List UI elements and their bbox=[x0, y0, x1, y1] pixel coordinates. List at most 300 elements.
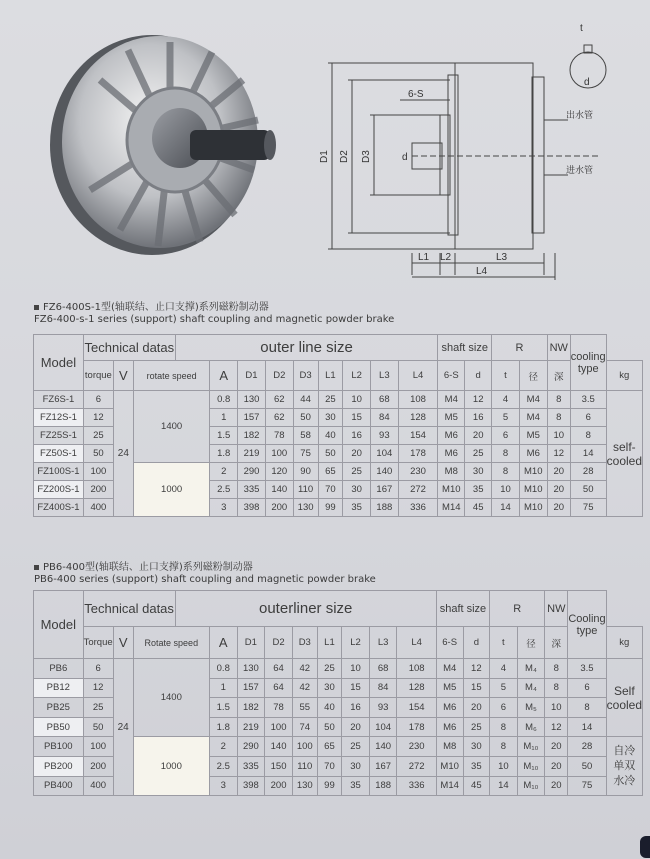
l1-cell: 70 bbox=[317, 756, 342, 776]
label-d-top: d bbox=[584, 77, 590, 88]
l4-cell: 230 bbox=[398, 463, 438, 481]
h-col: 径 bbox=[517, 627, 545, 659]
h-col: L3 bbox=[370, 361, 398, 391]
d3-cell: 42 bbox=[292, 659, 317, 679]
h-speed: rotate speed bbox=[133, 361, 210, 391]
l4-cell: 128 bbox=[398, 409, 438, 427]
l2-cell: 25 bbox=[343, 463, 371, 481]
torque-cell: 100 bbox=[83, 737, 113, 757]
label-d2: D2 bbox=[339, 150, 350, 163]
kg-cell: 50 bbox=[570, 481, 606, 499]
s-cell: M5 bbox=[436, 678, 463, 698]
speed-cell: 1400 bbox=[133, 391, 210, 463]
h-col: L3 bbox=[369, 627, 397, 659]
h-col: D1 bbox=[238, 361, 266, 391]
d3-cell: 110 bbox=[293, 481, 318, 499]
l4-cell: 336 bbox=[398, 499, 438, 517]
label-t: t bbox=[580, 23, 583, 34]
l2-cell: 35 bbox=[343, 499, 371, 517]
model-cell: PB6 bbox=[34, 659, 84, 679]
r2-cell: 20 bbox=[547, 499, 570, 517]
l1-cell: 99 bbox=[318, 499, 343, 517]
cooling-cell: Self cooled bbox=[606, 659, 642, 737]
h-col: 6-S bbox=[436, 627, 463, 659]
t-cell: 10 bbox=[492, 481, 520, 499]
h-a: A bbox=[210, 361, 238, 391]
table2-title bbox=[34, 562, 376, 586]
current-cell: 1.5 bbox=[210, 427, 238, 445]
h-cooling: cooling type bbox=[570, 335, 606, 391]
h-col: 6-S bbox=[438, 361, 465, 391]
current-cell: 2.5 bbox=[209, 756, 237, 776]
r2-cell: 8 bbox=[547, 409, 570, 427]
r2-cell: 12 bbox=[547, 445, 570, 463]
l3-cell: 140 bbox=[369, 737, 397, 757]
h-tech: Technical datas bbox=[83, 335, 175, 361]
current-cell: 1.8 bbox=[209, 717, 237, 737]
d2-cell: 64 bbox=[265, 659, 293, 679]
r2-cell: 20 bbox=[545, 776, 568, 796]
current-cell: 3 bbox=[210, 499, 238, 517]
model-cell: PB50 bbox=[34, 717, 84, 737]
d3-cell: 42 bbox=[292, 678, 317, 698]
h-col: D1 bbox=[237, 627, 265, 659]
l2-cell: 16 bbox=[343, 427, 371, 445]
h-torque: Torque bbox=[83, 627, 113, 659]
d-cell: 25 bbox=[465, 445, 492, 463]
l2-cell: 10 bbox=[342, 659, 370, 679]
d-cell: 12 bbox=[465, 391, 492, 409]
h-col: kg bbox=[606, 627, 642, 659]
h-outer: outerliner size bbox=[175, 591, 436, 627]
l2-cell: 15 bbox=[343, 409, 371, 427]
model-cell: FZ50S-1 bbox=[34, 445, 84, 463]
label-outlet: 出水管 bbox=[566, 110, 594, 120]
s-cell: M10 bbox=[438, 481, 465, 499]
l4-cell: 178 bbox=[397, 717, 436, 737]
torque-cell: 12 bbox=[83, 409, 113, 427]
model-cell: FZ12S-1 bbox=[34, 409, 84, 427]
t-cell: 6 bbox=[490, 698, 518, 718]
l2-cell: 35 bbox=[342, 776, 370, 796]
h-r: R bbox=[490, 591, 545, 627]
d1-cell: 335 bbox=[238, 481, 266, 499]
l1-cell: 99 bbox=[317, 776, 342, 796]
d2-cell: 200 bbox=[265, 499, 293, 517]
h-cooling: Cooling type bbox=[568, 591, 606, 659]
kg-cell: 28 bbox=[570, 463, 606, 481]
current-cell: 2.5 bbox=[210, 481, 238, 499]
speed-cell: 1000 bbox=[133, 737, 209, 796]
l1-cell: 70 bbox=[318, 481, 343, 499]
r1-cell: M10 bbox=[519, 499, 547, 517]
kg-cell: 50 bbox=[568, 756, 606, 776]
t-cell: 14 bbox=[490, 776, 518, 796]
r1-cell: M₁₀ bbox=[517, 737, 545, 757]
h-col: d bbox=[463, 627, 490, 659]
d-cell: 12 bbox=[463, 659, 490, 679]
l1-cell: 50 bbox=[317, 717, 342, 737]
d3-cell: 100 bbox=[292, 737, 317, 757]
d-cell: 20 bbox=[463, 698, 490, 718]
l2-cell: 20 bbox=[343, 445, 371, 463]
h-shaft: shaft size bbox=[438, 335, 492, 361]
torque-cell: 25 bbox=[83, 698, 113, 718]
d2-cell: 62 bbox=[265, 409, 293, 427]
h-col: 深 bbox=[547, 361, 570, 391]
l4-cell: 272 bbox=[398, 481, 438, 499]
current-cell: 1.8 bbox=[210, 445, 238, 463]
kg-cell: 3.5 bbox=[570, 391, 606, 409]
r2-cell: 20 bbox=[547, 481, 570, 499]
torque-cell: 6 bbox=[83, 391, 113, 409]
table-row bbox=[34, 391, 643, 409]
d2-cell: 200 bbox=[265, 776, 293, 796]
table-row bbox=[34, 659, 643, 679]
d-cell: 45 bbox=[465, 499, 492, 517]
t-cell: 8 bbox=[492, 463, 520, 481]
d-cell: 45 bbox=[463, 776, 490, 796]
r2-cell: 10 bbox=[547, 427, 570, 445]
l2-cell: 16 bbox=[342, 698, 370, 718]
r1-cell: M5 bbox=[519, 427, 547, 445]
d1-cell: 335 bbox=[237, 756, 265, 776]
kg-cell: 28 bbox=[568, 737, 606, 757]
s-cell: M8 bbox=[436, 737, 463, 757]
l1-cell: 65 bbox=[317, 737, 342, 757]
l2-cell: 10 bbox=[343, 391, 371, 409]
l3-cell: 167 bbox=[369, 756, 397, 776]
l3-cell: 167 bbox=[370, 481, 398, 499]
r1-cell: M₁₀ bbox=[517, 776, 545, 796]
s-cell: M6 bbox=[438, 445, 465, 463]
r2-cell: 10 bbox=[545, 698, 568, 718]
h-col: D3 bbox=[293, 361, 318, 391]
model-cell: FZ400S-1 bbox=[34, 499, 84, 517]
l2-cell: 25 bbox=[342, 737, 370, 757]
l1-cell: 65 bbox=[318, 463, 343, 481]
torque-cell: 100 bbox=[83, 463, 113, 481]
h-col: D3 bbox=[292, 627, 317, 659]
d-cell: 15 bbox=[463, 678, 490, 698]
s-cell: M8 bbox=[438, 463, 465, 481]
model-cell: FZ100S-1 bbox=[34, 463, 84, 481]
s-cell: M14 bbox=[436, 776, 463, 796]
current-cell: 1 bbox=[209, 678, 237, 698]
pb-spec-table bbox=[33, 590, 643, 796]
l2-cell: 20 bbox=[342, 717, 370, 737]
l4-cell: 178 bbox=[398, 445, 438, 463]
table1-title-en: FZ6-400-s-1 series (support) shaft coupling and magnetic powder brake bbox=[34, 314, 395, 325]
h-v: V bbox=[113, 361, 133, 391]
h-shaft: shaft size bbox=[436, 591, 489, 627]
t-cell: 8 bbox=[492, 445, 520, 463]
d-cell: 30 bbox=[465, 463, 492, 481]
d2-cell: 62 bbox=[265, 391, 293, 409]
t-cell: 5 bbox=[490, 678, 518, 698]
speed-cell: 1400 bbox=[133, 659, 209, 737]
kg-cell: 75 bbox=[568, 776, 606, 796]
model-cell: PB25 bbox=[34, 698, 84, 718]
cooling-cell: self-cooled bbox=[606, 391, 642, 517]
model-cell: FZ6S-1 bbox=[34, 391, 84, 409]
r2-cell: 20 bbox=[545, 756, 568, 776]
d-cell: 20 bbox=[465, 427, 492, 445]
d2-cell: 64 bbox=[265, 678, 293, 698]
l1-cell: 40 bbox=[317, 698, 342, 718]
l3-cell: 188 bbox=[370, 499, 398, 517]
d2-cell: 78 bbox=[265, 698, 293, 718]
d3-cell: 74 bbox=[292, 717, 317, 737]
table1-title-cn: FZ6-400S-1型(轴联结、止口支撑)系列磁粉制动器 bbox=[34, 302, 394, 314]
l4-cell: 154 bbox=[398, 427, 438, 445]
l4-cell: 108 bbox=[398, 391, 438, 409]
h-col: kg bbox=[606, 361, 642, 391]
l3-cell: 104 bbox=[369, 717, 397, 737]
fz-spec-table bbox=[33, 334, 643, 517]
kg-cell: 14 bbox=[570, 445, 606, 463]
current-cell: 0.8 bbox=[209, 659, 237, 679]
h-torque: torque bbox=[83, 361, 113, 391]
d-cell: 30 bbox=[463, 737, 490, 757]
r1-cell: M₄ bbox=[517, 678, 545, 698]
d1-cell: 219 bbox=[238, 445, 266, 463]
r2-cell: 12 bbox=[545, 717, 568, 737]
r1-cell: M4 bbox=[519, 409, 547, 427]
torque-cell: 200 bbox=[83, 481, 113, 499]
kg-cell: 8 bbox=[570, 427, 606, 445]
h-col: L1 bbox=[317, 627, 342, 659]
r1-cell: M₄ bbox=[517, 659, 545, 679]
l1-cell: 30 bbox=[318, 409, 343, 427]
d2-cell: 150 bbox=[265, 756, 293, 776]
r1-cell: M₁₀ bbox=[517, 756, 545, 776]
model-cell: PB100 bbox=[34, 737, 84, 757]
label-6s: 6-S bbox=[408, 89, 424, 100]
t-cell: 5 bbox=[492, 409, 520, 427]
label-inlet: 进水管 bbox=[566, 165, 594, 175]
r2-cell: 20 bbox=[545, 737, 568, 757]
torque-cell: 200 bbox=[83, 756, 113, 776]
h-r: R bbox=[492, 335, 548, 361]
label-d-shaft: d bbox=[402, 152, 408, 163]
current-cell: 2 bbox=[209, 737, 237, 757]
l2-cell: 30 bbox=[343, 481, 371, 499]
l4-cell: 154 bbox=[397, 698, 436, 718]
d2-cell: 78 bbox=[265, 427, 293, 445]
h-a: A bbox=[209, 627, 237, 659]
r2-cell: 8 bbox=[547, 391, 570, 409]
l2-cell: 30 bbox=[342, 756, 370, 776]
brake-photo bbox=[40, 20, 310, 260]
d1-cell: 290 bbox=[237, 737, 265, 757]
kg-cell: 6 bbox=[570, 409, 606, 427]
d3-cell: 110 bbox=[292, 756, 317, 776]
l4-cell: 230 bbox=[397, 737, 436, 757]
d3-cell: 44 bbox=[293, 391, 318, 409]
l3-cell: 188 bbox=[369, 776, 397, 796]
model-cell: PB400 bbox=[34, 776, 84, 796]
current-cell: 0.8 bbox=[210, 391, 238, 409]
r1-cell: M4 bbox=[519, 391, 547, 409]
model-cell: FZ200S-1 bbox=[34, 481, 84, 499]
h-v: V bbox=[113, 627, 133, 659]
s-cell: M5 bbox=[438, 409, 465, 427]
d1-cell: 157 bbox=[237, 678, 265, 698]
l4-cell: 128 bbox=[397, 678, 436, 698]
h-outer: outer line size bbox=[175, 335, 437, 361]
current-cell: 2 bbox=[210, 463, 238, 481]
label-l3: L3 bbox=[496, 252, 508, 263]
t-cell: 8 bbox=[490, 737, 518, 757]
model-cell: PB200 bbox=[34, 756, 84, 776]
d1-cell: 130 bbox=[237, 659, 265, 679]
s-cell: M6 bbox=[436, 698, 463, 718]
l3-cell: 68 bbox=[370, 391, 398, 409]
d1-cell: 398 bbox=[238, 499, 266, 517]
model-cell: FZ25S-1 bbox=[34, 427, 84, 445]
h-col: D2 bbox=[265, 627, 293, 659]
d-cell: 25 bbox=[463, 717, 490, 737]
s-cell: M10 bbox=[436, 756, 463, 776]
current-cell: 1.5 bbox=[209, 698, 237, 718]
d2-cell: 140 bbox=[265, 481, 293, 499]
r2-cell: 8 bbox=[545, 659, 568, 679]
h-model: Model bbox=[34, 335, 84, 391]
d3-cell: 130 bbox=[292, 776, 317, 796]
label-d1: D1 bbox=[319, 150, 330, 163]
d3-cell: 130 bbox=[293, 499, 318, 517]
kg-cell: 6 bbox=[568, 678, 606, 698]
cooling-cell: 自冷 单双 水冷 bbox=[606, 737, 642, 796]
dimension-drawing bbox=[300, 15, 630, 290]
r2-cell: 8 bbox=[545, 678, 568, 698]
torque-cell: 400 bbox=[83, 776, 113, 796]
l1-cell: 40 bbox=[318, 427, 343, 445]
r2-cell: 20 bbox=[547, 463, 570, 481]
h-col: t bbox=[490, 627, 518, 659]
l3-cell: 93 bbox=[369, 698, 397, 718]
torque-cell: 400 bbox=[83, 499, 113, 517]
label-l2: L2 bbox=[440, 252, 452, 263]
d2-cell: 100 bbox=[265, 717, 293, 737]
d3-cell: 75 bbox=[293, 445, 318, 463]
s-cell: M6 bbox=[436, 717, 463, 737]
t-cell: 14 bbox=[492, 499, 520, 517]
label-d3: D3 bbox=[361, 150, 372, 163]
l3-cell: 140 bbox=[370, 463, 398, 481]
d1-cell: 182 bbox=[237, 698, 265, 718]
l4-cell: 272 bbox=[397, 756, 436, 776]
l4-cell: 336 bbox=[397, 776, 436, 796]
t-cell: 8 bbox=[490, 717, 518, 737]
h-col: L2 bbox=[342, 627, 370, 659]
t-cell: 4 bbox=[492, 391, 520, 409]
model-cell: PB12 bbox=[34, 678, 84, 698]
table1-title bbox=[34, 302, 394, 326]
h-col: 径 bbox=[519, 361, 547, 391]
h-col: t bbox=[492, 361, 520, 391]
h-col: L4 bbox=[398, 361, 438, 391]
label-l1: L1 bbox=[418, 252, 430, 263]
d3-cell: 50 bbox=[293, 409, 318, 427]
d1-cell: 398 bbox=[237, 776, 265, 796]
l3-cell: 93 bbox=[370, 427, 398, 445]
h-model: Model bbox=[34, 591, 84, 659]
d1-cell: 130 bbox=[238, 391, 266, 409]
torque-cell: 12 bbox=[83, 678, 113, 698]
s-cell: M4 bbox=[436, 659, 463, 679]
d1-cell: 157 bbox=[238, 409, 266, 427]
h-col: d bbox=[465, 361, 492, 391]
l3-cell: 84 bbox=[370, 409, 398, 427]
voltage-cell: 24 bbox=[113, 391, 133, 517]
l4-cell: 108 bbox=[397, 659, 436, 679]
t-cell: 10 bbox=[490, 756, 518, 776]
torque-cell: 50 bbox=[83, 445, 113, 463]
kg-cell: 3.5 bbox=[568, 659, 606, 679]
table2-title-cn: PB6-400型(轴联结、止口支撑)系列磁粉制动器 bbox=[34, 562, 376, 574]
l3-cell: 68 bbox=[369, 659, 397, 679]
l1-cell: 50 bbox=[318, 445, 343, 463]
h-tech: Technical datas bbox=[83, 591, 175, 627]
current-cell: 1 bbox=[210, 409, 238, 427]
l1-cell: 25 bbox=[317, 659, 342, 679]
s-cell: M14 bbox=[438, 499, 465, 517]
h-col: L4 bbox=[397, 627, 436, 659]
h-nw: NW bbox=[547, 335, 570, 361]
t-cell: 6 bbox=[492, 427, 520, 445]
t-cell: 4 bbox=[490, 659, 518, 679]
d1-cell: 219 bbox=[237, 717, 265, 737]
label-l4: L4 bbox=[476, 266, 488, 277]
d3-cell: 58 bbox=[293, 427, 318, 445]
kg-cell: 14 bbox=[568, 717, 606, 737]
kg-cell: 8 bbox=[568, 698, 606, 718]
h-col: L2 bbox=[343, 361, 371, 391]
kg-cell: 75 bbox=[570, 499, 606, 517]
d2-cell: 120 bbox=[265, 463, 293, 481]
l1-cell: 30 bbox=[317, 678, 342, 698]
d1-cell: 182 bbox=[238, 427, 266, 445]
l3-cell: 84 bbox=[369, 678, 397, 698]
speed-cell: 1000 bbox=[133, 463, 210, 517]
h-speed: Rotate speed bbox=[133, 627, 209, 659]
r1-cell: M₆ bbox=[517, 717, 545, 737]
page-corner-tab bbox=[640, 836, 650, 858]
s-cell: M6 bbox=[438, 427, 465, 445]
table2-title-en: PB6-400 series (support) shaft coupling and magnetic powder brake bbox=[34, 574, 376, 585]
d-cell: 35 bbox=[463, 756, 490, 776]
r1-cell: M6 bbox=[519, 445, 547, 463]
s-cell: M4 bbox=[438, 391, 465, 409]
h-col: D2 bbox=[265, 361, 293, 391]
torque-cell: 50 bbox=[83, 717, 113, 737]
d3-cell: 90 bbox=[293, 463, 318, 481]
d-cell: 16 bbox=[465, 409, 492, 427]
h-nw: NW bbox=[545, 591, 568, 627]
l1-cell: 25 bbox=[318, 391, 343, 409]
l3-cell: 104 bbox=[370, 445, 398, 463]
d2-cell: 140 bbox=[265, 737, 293, 757]
h-col: 深 bbox=[545, 627, 568, 659]
r1-cell: M10 bbox=[519, 463, 547, 481]
h-col: L1 bbox=[318, 361, 343, 391]
torque-cell: 6 bbox=[83, 659, 113, 679]
r1-cell: M₅ bbox=[517, 698, 545, 718]
r1-cell: M10 bbox=[519, 481, 547, 499]
torque-cell: 25 bbox=[83, 427, 113, 445]
